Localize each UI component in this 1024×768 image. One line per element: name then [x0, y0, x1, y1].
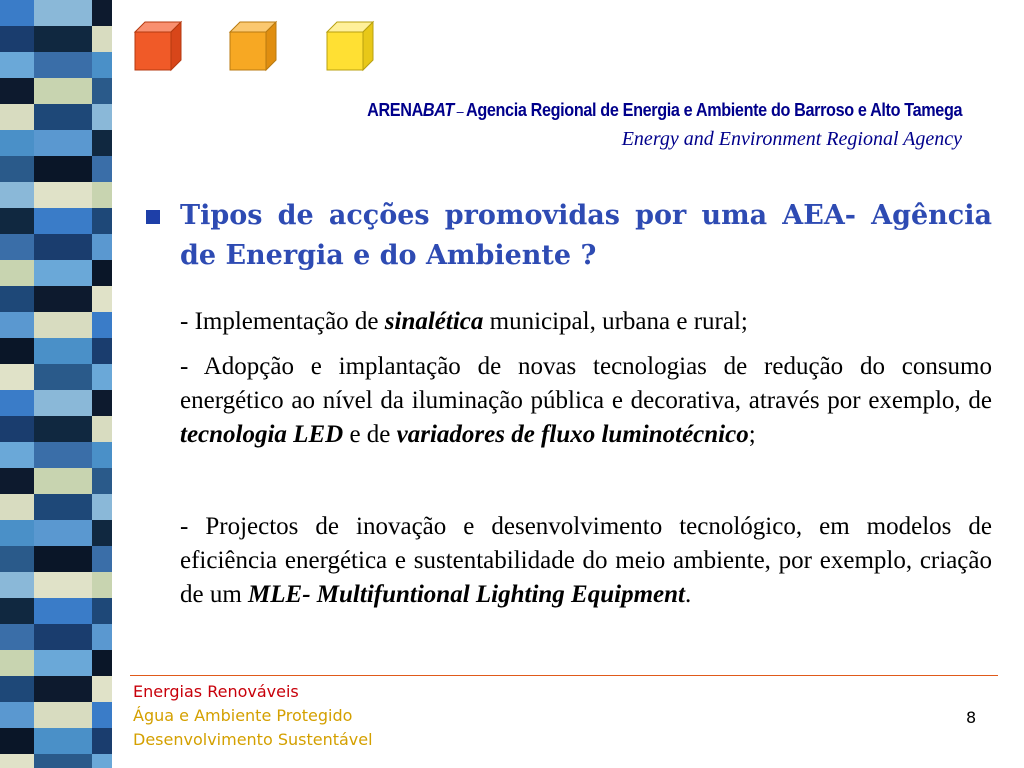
strip-segment	[0, 260, 34, 286]
red-cube-icon	[133, 20, 183, 72]
decorative-left-strip	[0, 0, 112, 768]
strip-segment	[92, 130, 112, 156]
strip-segment	[34, 338, 92, 364]
strip-segment	[92, 520, 112, 546]
strip-segment	[34, 52, 92, 78]
strip-segment	[0, 520, 34, 546]
brand-prefix: ARENA	[366, 100, 423, 120]
footer-line-water: Água e Ambiente Protegido	[133, 706, 353, 725]
strip-segment	[34, 442, 92, 468]
strip-segment	[34, 754, 92, 768]
strip-segment	[34, 520, 92, 546]
main-question: Tipos de acções promovidas por uma AEA- Agência de Energia e do Ambiente ?	[180, 200, 992, 271]
strip-segment	[92, 338, 112, 364]
strip-segment	[0, 156, 34, 182]
strip-segment	[92, 676, 112, 702]
list-item	[180, 510, 992, 612]
strip-segment	[0, 572, 34, 598]
strip-segment	[0, 78, 34, 104]
agency-title	[367, 100, 962, 121]
strip-segment	[34, 468, 92, 494]
strip-segment	[34, 130, 92, 156]
page-number: 8	[966, 708, 977, 727]
strip-segment	[92, 442, 112, 468]
strip-segment	[0, 234, 34, 260]
strip-segment	[34, 364, 92, 390]
strip-segment	[34, 650, 92, 676]
strip-segment	[0, 26, 34, 52]
strip-segment	[92, 78, 112, 104]
strip-stripes	[0, 0, 112, 768]
strip-segment	[92, 286, 112, 312]
strip-segment	[92, 260, 112, 286]
strip-segment	[0, 0, 34, 26]
strip-segment	[92, 390, 112, 416]
list-item	[180, 305, 992, 339]
strip-segment	[92, 728, 112, 754]
strip-segment	[92, 494, 112, 520]
title-rest: Agencia Regional de Energia e Ambiente do Barroso e Alto Tamega	[465, 100, 962, 120]
strip-segment	[92, 702, 112, 728]
strip-segment	[0, 650, 34, 676]
strip-segment	[34, 546, 92, 572]
agency-subtitle: Energy and Environment Regional Agency	[621, 128, 962, 150]
strip-segment	[92, 624, 112, 650]
strip-segment	[0, 208, 34, 234]
strip-segment	[92, 156, 112, 182]
bullet-square-icon	[146, 210, 160, 224]
strip-segment	[0, 338, 34, 364]
strip-segment	[92, 754, 112, 768]
strip-segment	[34, 390, 92, 416]
strip-segment	[92, 312, 112, 338]
strip-segment	[0, 286, 34, 312]
strip-segment	[92, 650, 112, 676]
strip-segment	[0, 416, 34, 442]
item1-emphasis: sinalética	[384, 308, 484, 335]
strip-segment	[0, 182, 34, 208]
strip-segment	[0, 312, 34, 338]
strip-segment	[92, 572, 112, 598]
strip-segment	[92, 208, 112, 234]
strip-segment	[92, 0, 112, 26]
strip-segment	[34, 286, 92, 312]
strip-segment	[34, 572, 92, 598]
footer-tagline	[133, 680, 373, 752]
strip-segment	[0, 130, 34, 156]
strip-segment	[92, 52, 112, 78]
item1-text: - Implementação de	[180, 308, 385, 335]
strip-segment	[34, 702, 92, 728]
strip-segment	[34, 26, 92, 52]
strip-segment	[34, 234, 92, 260]
strip-segment	[34, 598, 92, 624]
item1-text-end: municipal, urbana e rural;	[483, 308, 748, 335]
item2-emphasis-led: tecnologia LED	[180, 421, 344, 448]
item3-emphasis: MLE- Multifuntional Lighting Equipment	[248, 581, 685, 608]
strip-segment	[0, 442, 34, 468]
footer-line-renewables: Energias Renováveis	[133, 682, 299, 701]
item3-text: - Projectos de inovação e desenvolvimento tecnológico, em modelos de eficiência energética e sustentabilidade do meio ambiente, por exemplo, criação de um	[180, 513, 992, 608]
strip-segment	[34, 676, 92, 702]
strip-segment	[0, 728, 34, 754]
item2-text-mid: e de	[343, 421, 397, 448]
strip-segment	[34, 260, 92, 286]
strip-segment	[34, 624, 92, 650]
strip-segment	[34, 104, 92, 130]
strip-segment	[0, 52, 34, 78]
strip-segment	[0, 598, 34, 624]
strip-segment	[92, 234, 112, 260]
strip-segment	[34, 494, 92, 520]
item2-text: - Adopção e implantação de novas tecnologias de redução do consumo energético ao nível da iluminação pública e decorativa, através por exemplo, de	[180, 353, 992, 414]
strip-segment	[92, 182, 112, 208]
strip-segment	[0, 676, 34, 702]
item2-text-end: ;	[748, 421, 756, 448]
strip-segment	[34, 78, 92, 104]
strip-segment	[92, 364, 112, 390]
strip-segment	[92, 416, 112, 442]
strip-segment	[34, 416, 92, 442]
strip-segment	[0, 754, 34, 768]
list-item	[180, 350, 992, 452]
yellow-cube-icon	[325, 20, 375, 72]
strip-segment	[0, 468, 34, 494]
strip-segment	[34, 208, 92, 234]
strip-segment	[34, 182, 92, 208]
strip-segment	[34, 312, 92, 338]
strip-segment	[0, 390, 34, 416]
strip-segment	[92, 546, 112, 572]
strip-segment	[92, 104, 112, 130]
item2-emphasis-dimmers: variadores de fluxo luminotécnico	[396, 421, 749, 448]
strip-segment	[0, 494, 34, 520]
strip-segment	[92, 26, 112, 52]
strip-segment	[92, 468, 112, 494]
title-separator: –	[456, 103, 464, 119]
strip-segment	[34, 728, 92, 754]
item3-text-end: .	[684, 581, 692, 608]
strip-segment	[34, 156, 92, 182]
strip-segment	[0, 624, 34, 650]
footer-line-sustainable: Desenvolvimento Sustentável	[133, 730, 373, 749]
strip-segment	[0, 702, 34, 728]
strip-segment	[34, 0, 92, 26]
strip-segment	[0, 104, 34, 130]
strip-segment	[0, 364, 34, 390]
orange-cube-icon	[228, 20, 278, 72]
brand-italic: BAT	[422, 100, 454, 120]
footer-divider	[130, 675, 998, 676]
strip-segment	[0, 546, 34, 572]
strip-segment	[92, 598, 112, 624]
